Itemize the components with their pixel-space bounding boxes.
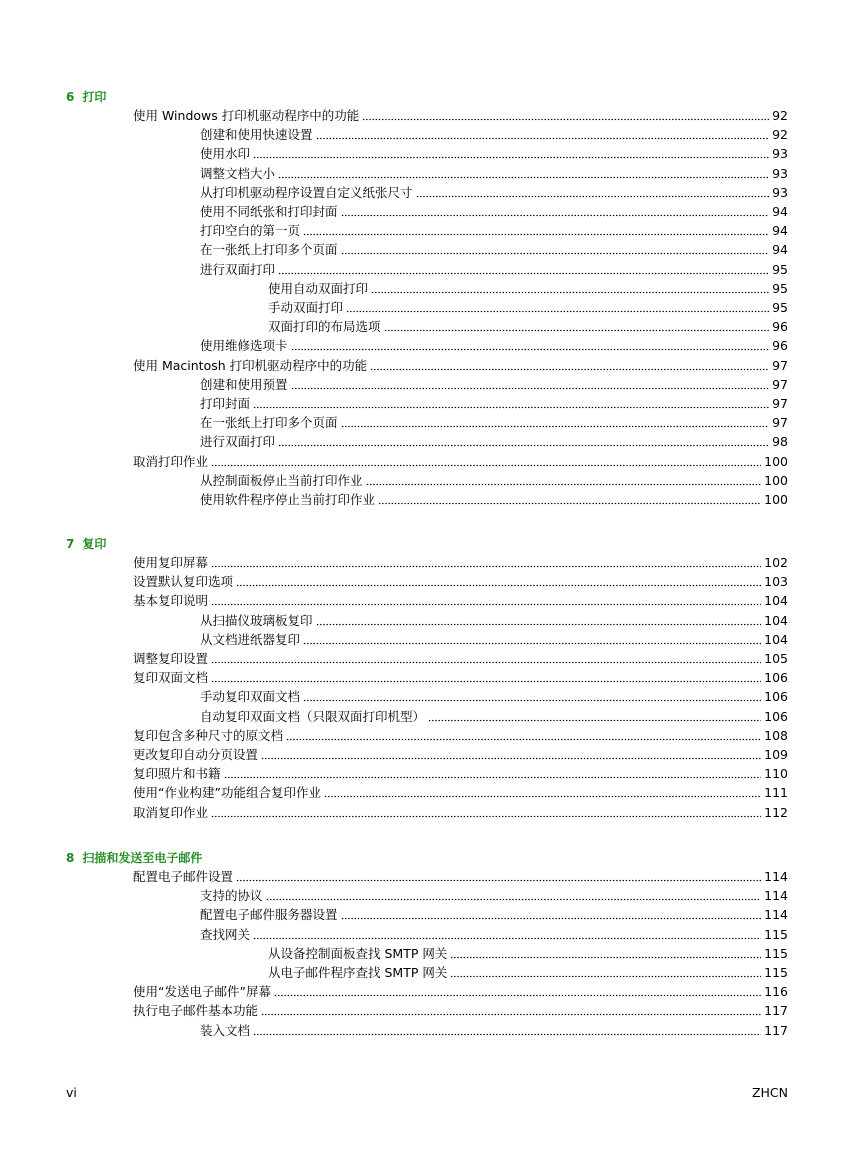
toc-leader-dots	[450, 955, 761, 959]
chapter-number: 8	[66, 851, 75, 865]
toc-entry-page: 100	[764, 472, 788, 488]
toc-leader-dots	[303, 232, 769, 236]
toc-leader-dots	[341, 916, 762, 920]
toc-leader-dots	[303, 698, 761, 702]
toc-entry-page: 92	[772, 127, 788, 143]
toc-entry-title: 更改复印自动分页设置	[133, 747, 259, 762]
toc-entry-page: 100	[764, 492, 788, 507]
toc-leader-dots	[278, 443, 769, 447]
toc-entry-page: 117	[764, 1003, 788, 1019]
toc-entry-page: 97	[772, 357, 788, 373]
toc-entry[interactable]	[133, 648, 788, 667]
toc-entry-page: 94	[772, 204, 788, 219]
toc-entry[interactable]	[200, 924, 788, 943]
toc-leader-dots	[236, 878, 761, 882]
toc-leader-dots	[286, 737, 761, 741]
chapter-title: 打印	[82, 90, 107, 104]
toc-leader-dots	[211, 814, 761, 818]
toc-leader-dots	[266, 897, 762, 901]
toc-entry-page: 95	[772, 300, 788, 315]
toc-entry-page: 108	[764, 727, 788, 743]
toc-entry[interactable]	[133, 590, 788, 609]
toc-entry[interactable]	[133, 105, 788, 124]
toc-entry-title: 双面打印的布局选项	[268, 319, 381, 335]
toc-leader-dots	[450, 974, 761, 978]
toc-leader-dots	[428, 718, 761, 722]
toc-leader-dots	[253, 155, 769, 159]
toc-entry[interactable]	[200, 470, 788, 489]
toc-leader-dots	[261, 756, 761, 760]
toc-leader-dots	[291, 386, 770, 390]
toc-entry-title: 创建和使用预置	[200, 376, 288, 392]
toc-entry-page: 93	[772, 165, 788, 181]
toc-entry[interactable]	[200, 412, 788, 431]
toc-leader-dots	[341, 213, 770, 217]
toc-entry[interactable]	[268, 316, 788, 335]
toc-entry[interactable]	[200, 239, 788, 258]
toc-leader-dots	[253, 1032, 761, 1036]
footer-locale: ZHCN	[751, 1085, 788, 1100]
chapter-number: 6	[66, 90, 75, 104]
footer-page-number: vi	[66, 1085, 77, 1100]
toc-entry-title: 从电子邮件程序查找 SMTP 网关	[268, 965, 448, 980]
toc-leader-dots	[346, 309, 769, 313]
toc-entry[interactable]	[268, 278, 788, 297]
toc-leader-dots	[416, 194, 770, 198]
toc-entry[interactable]	[268, 297, 788, 316]
toc-entry-page: 102	[764, 555, 788, 570]
toc-entry-title: 进行双面打印	[200, 261, 276, 277]
toc-entry-title: 查找网关	[200, 926, 251, 942]
toc-entry-title: 基本复印说明	[133, 593, 209, 609]
toc-entry[interactable]	[133, 981, 788, 1000]
toc-entry[interactable]	[200, 1020, 788, 1039]
toc-leader-dots	[378, 501, 761, 505]
toc-entry-page: 115	[764, 926, 788, 942]
toc-leader-dots	[366, 482, 762, 486]
toc-entry-title: 支持的协议	[200, 888, 263, 904]
toc-entry-title: 配置电子邮件设置	[133, 869, 234, 884]
toc-entry-title: 从文档进纸器复印	[200, 631, 301, 647]
toc-entry-title: 设置默认复印选项	[133, 574, 234, 590]
toc-entry-page: 103	[764, 574, 788, 590]
toc-entry-page: 110	[764, 766, 788, 782]
toc-entry-page: 97	[772, 376, 788, 392]
toc-entry-page: 104	[764, 631, 788, 647]
toc-leader-dots	[303, 641, 761, 645]
toc-entry[interactable]	[133, 744, 788, 763]
toc-entry-title: 从控制面板停止当前打印作业	[200, 472, 363, 488]
toc-entry-title: 复印双面文档	[133, 670, 209, 686]
toc-entry-page: 115	[764, 965, 788, 980]
chapter-heading[interactable]	[66, 536, 106, 552]
toc-entry[interactable]	[200, 431, 788, 450]
toc-entry[interactable]	[200, 629, 788, 648]
toc-entry[interactable]	[200, 201, 788, 220]
toc-leader-dots	[211, 564, 761, 568]
toc-entry-page: 94	[772, 223, 788, 239]
toc-entry-title: 使用 Macintosh 打印机驱动程序中的功能	[133, 357, 368, 373]
chapter-heading[interactable]	[66, 89, 106, 105]
toc-leader-dots	[341, 251, 770, 255]
toc-leader-dots	[211, 660, 761, 664]
toc-entry[interactable]	[133, 725, 788, 744]
toc-entry[interactable]	[200, 706, 788, 725]
toc-entry-page: 106	[764, 670, 788, 686]
toc-entry[interactable]	[200, 885, 788, 904]
toc-entry-title: 手动复印双面文档	[200, 689, 301, 705]
toc-leader-dots	[253, 936, 761, 940]
toc-entry[interactable]	[268, 943, 788, 962]
toc-entry-title: 复印包含多种尺寸的原文档	[133, 727, 284, 743]
toc-entry-title: 装入文档	[200, 1022, 251, 1038]
toc-entry-title: 配置电子邮件服务器设置	[200, 907, 338, 923]
toc-leader-dots	[371, 290, 769, 294]
toc-entry-title: 调整文档大小	[200, 165, 276, 181]
toc-leader-dots	[341, 424, 770, 428]
toc-entry-page: 94	[772, 242, 788, 258]
toc-entry-page: 93	[772, 184, 788, 200]
toc-entry[interactable]	[200, 335, 788, 354]
toc-entry[interactable]	[133, 355, 788, 374]
chapter-title: 复印	[82, 537, 107, 551]
toc-entry-page: 114	[764, 888, 788, 904]
toc-entry[interactable]	[133, 552, 788, 571]
toc-entry-title: 使用自动双面打印	[268, 280, 369, 296]
toc-entry-title: 从扫描仪玻璃板复印	[200, 612, 313, 628]
toc-entry-page: 111	[764, 785, 788, 801]
toc-entry-title: 在一张纸上打印多个页面	[200, 415, 338, 431]
toc-leader-dots	[278, 271, 769, 275]
toc-leader-dots	[261, 1012, 761, 1016]
toc-entry[interactable]	[133, 782, 788, 801]
toc-entry-page: 106	[764, 689, 788, 705]
toc-entry[interactable]	[200, 124, 788, 143]
toc-entry[interactable]	[200, 163, 788, 182]
toc-entry[interactable]	[200, 686, 788, 705]
toc-entry-title: 使用复印屏幕	[133, 555, 209, 570]
toc-entry-title: 复印照片和书籍	[133, 766, 221, 782]
toc-entry-page: 106	[764, 708, 788, 724]
toc-entry-title: 使用 Windows 打印机驱动程序中的功能	[133, 108, 360, 123]
toc-entry-page: 95	[772, 261, 788, 277]
toc-leader-dots	[291, 347, 770, 351]
toc-entry-page: 112	[764, 804, 788, 820]
toc-leader-dots	[362, 117, 769, 121]
toc-entry-page: 96	[772, 319, 788, 335]
toc-entry-title: 使用软件程序停止当前打印作业	[200, 492, 376, 507]
toc-entry[interactable]	[133, 802, 788, 821]
chapter-heading[interactable]	[66, 850, 202, 866]
toc-entry-title: 执行电子邮件基本功能	[133, 1003, 259, 1019]
toc-entry[interactable]	[200, 259, 788, 278]
toc-entry[interactable]	[133, 451, 788, 470]
toc-entry-page: 116	[764, 984, 788, 1000]
toc-entry[interactable]	[200, 220, 788, 239]
toc-leader-dots	[224, 775, 762, 779]
toc-entry-page: 117	[764, 1022, 788, 1038]
toc-entry-page: 104	[764, 612, 788, 628]
toc-leader-dots	[236, 583, 761, 587]
toc-entry-title: 创建和使用快速设置	[200, 127, 313, 143]
toc-entry-page: 97	[772, 415, 788, 431]
toc-entry-title: 打印封面	[200, 396, 251, 411]
toc-leader-dots	[384, 328, 770, 332]
toc-leader-dots	[278, 175, 769, 179]
toc-entry-title: 自动复印双面文档（只限双面打印机型）	[200, 708, 426, 724]
toc-leader-dots	[274, 993, 761, 997]
toc-entry-page: 100	[764, 453, 788, 469]
toc-leader-dots	[316, 622, 762, 626]
toc-leader-dots	[211, 602, 761, 606]
toc-entry[interactable]	[133, 667, 788, 686]
toc-entry-title: 从打印机驱动程序设置自定义纸张尺寸	[200, 184, 413, 200]
toc-entry-title: 使用“发送电子邮件”屏幕	[133, 984, 271, 1000]
toc-entry-page: 95	[772, 280, 788, 296]
toc-entry-title: 在一张纸上打印多个页面	[200, 242, 338, 258]
toc-entry[interactable]	[200, 374, 788, 393]
chapter-title: 扫描和发送至电子邮件	[82, 851, 203, 865]
toc-entry-title: 使用不同纸张和打印封面	[200, 204, 338, 219]
toc-entry-page: 115	[764, 945, 788, 961]
toc-entry-title: 从设备控制面板查找 SMTP 网关	[268, 945, 448, 961]
toc-entry-title: 调整复印设置	[133, 651, 209, 666]
toc-entry-page: 114	[764, 869, 788, 884]
toc-entry-title: 进行双面打印	[200, 434, 276, 450]
toc-entry[interactable]	[200, 143, 788, 162]
toc-entry-page: 97	[772, 396, 788, 411]
toc-entry-title: 使用水印	[200, 146, 251, 162]
toc-entry-title: 取消复印作业	[133, 804, 209, 820]
toc-leader-dots	[211, 463, 761, 467]
toc-entry[interactable]	[200, 182, 788, 201]
toc-entry[interactable]	[133, 571, 788, 590]
toc-entry-title: 使用维修选项卡	[200, 338, 288, 354]
toc-entry-title: 手动双面打印	[268, 300, 344, 315]
toc-leader-dots	[324, 794, 761, 798]
toc-entry[interactable]	[268, 962, 788, 981]
toc-entry-page: 92	[772, 108, 788, 123]
toc-entry[interactable]	[133, 1000, 788, 1019]
chapter-number: 7	[66, 537, 75, 551]
toc-entry[interactable]	[200, 610, 788, 629]
toc-entry[interactable]	[200, 904, 788, 923]
toc-entry-page: 105	[764, 651, 788, 666]
toc-entry-title: 取消打印作业	[133, 453, 209, 469]
toc-entry-title: 打印空白的第一页	[200, 223, 301, 239]
toc-entry[interactable]	[200, 489, 788, 508]
toc-entry-page: 104	[764, 593, 788, 609]
toc-entry-page: 114	[764, 907, 788, 923]
toc-entry[interactable]	[200, 393, 788, 412]
toc-entry-title: 使用“作业构建”功能组合复印作业	[133, 785, 321, 801]
toc-leader-dots	[316, 136, 770, 140]
toc-leader-dots	[211, 679, 761, 683]
toc-entry[interactable]	[133, 866, 788, 885]
toc-entry-page: 98	[772, 434, 788, 450]
toc-entry-page: 109	[764, 747, 788, 762]
toc-entry-page: 93	[772, 146, 788, 162]
toc-entry-page: 96	[772, 338, 788, 354]
toc-entry[interactable]	[133, 763, 788, 782]
toc-leader-dots	[253, 405, 769, 409]
toc-leader-dots	[370, 367, 769, 371]
